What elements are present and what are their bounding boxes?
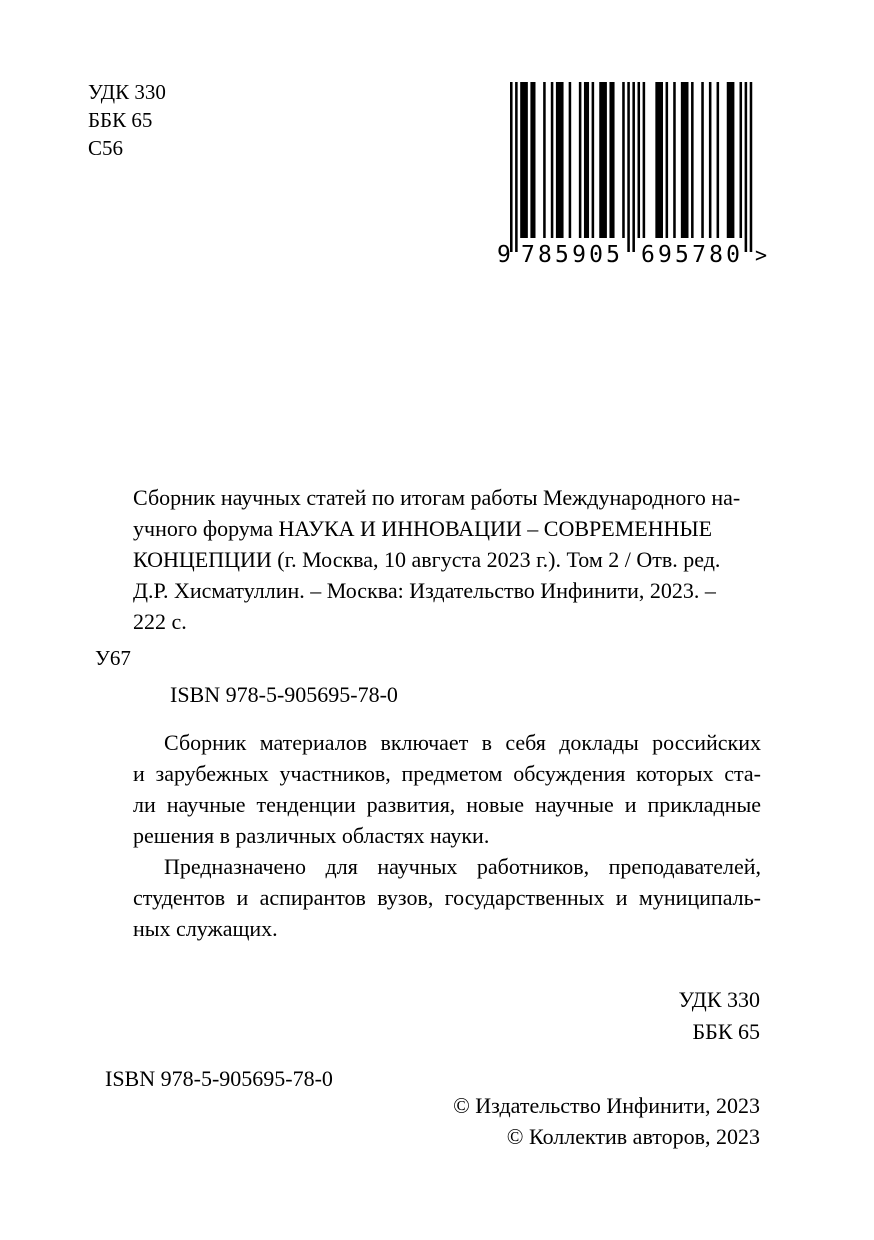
barcode-digits-left-group: 785905	[521, 242, 620, 266]
text-line: УДК 330	[678, 987, 760, 1012]
author-sign-code: У67	[95, 646, 131, 670]
annotation-text	[133, 727, 761, 944]
text-line: © Коллектив авторов, 2023	[506, 1124, 760, 1149]
paragraph	[133, 727, 761, 851]
paragraph	[133, 851, 761, 944]
text-line: КОНЦЕПЦИИ (г. Москва, 10 августа 2023 г.). Том 2 / Отв. ред.	[133, 547, 721, 572]
barcode-suffix-mark: >	[755, 243, 768, 266]
barcode-digits-right-group: 695780	[641, 242, 740, 266]
barcode-bars	[497, 82, 769, 266]
isbn-bottom: ISBN 978-5-905695-78-0	[105, 1066, 333, 1091]
classification-codes-bottom	[678, 984, 760, 1048]
copyright-block	[453, 1090, 760, 1152]
text-line: студентов и аспирантов вузов, государственных и муниципаль-	[133, 885, 761, 910]
text-line: и зарубежных участников, предметом обсуждения которых ста-	[133, 761, 761, 786]
text-line: Сборник научных статей по итогам работы Международного на-	[133, 485, 741, 510]
text-line: УДК 330	[88, 80, 166, 104]
text-line: Сборник материалов включает в себя доклады российских	[164, 730, 761, 755]
text-line: ББК 65	[88, 108, 153, 132]
isbn-barcode	[497, 82, 769, 266]
text-line: ли научные тенденции развития, новые научные и прикладные	[133, 792, 761, 817]
text-line: Д.Р. Хисматуллин. – Москва: Издательство Инфинити, 2023. –	[133, 578, 716, 603]
text-line: решения в различных областях науки.	[133, 823, 490, 848]
text-line: учного форума НАУКА И ИННОВАЦИИ – СОВРЕМЕННЫЕ	[133, 516, 713, 541]
isbn-statement: ISBN 978-5-905695-78-0	[170, 682, 398, 707]
bibliographic-description	[133, 482, 773, 637]
classification-codes-top	[88, 78, 166, 162]
text-line: Предназначено для научных работников, преподавателей,	[164, 854, 761, 879]
text-line: © Издательство Инфинити, 2023	[453, 1093, 760, 1118]
text-line: ных служащих.	[133, 916, 278, 941]
text-line: 222 с.	[133, 609, 187, 634]
text-line: ББК 65	[692, 1019, 760, 1044]
text-line: С56	[88, 136, 124, 160]
barcode-digit-lead: 9	[497, 242, 511, 266]
